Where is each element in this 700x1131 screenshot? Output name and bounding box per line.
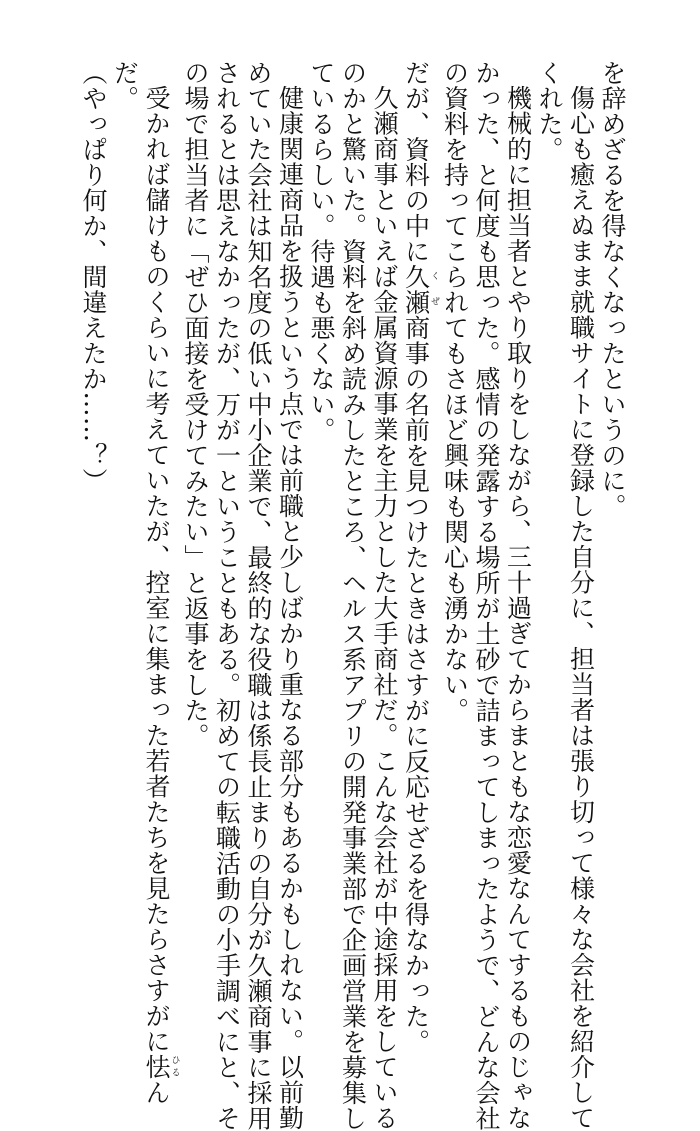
- ruby-base: 怯: [142, 1054, 171, 1080]
- ruby-kuze: [401, 264, 439, 315]
- text-line-with-ruby: [141, 60, 180, 1105]
- text-line: 健康関連商品を扱うという点では前職と少しばかり重なる部分もあるかもしれない。以前勤: [275, 85, 305, 1131]
- text-line: の資料を持ってこられてもさほど興味も関心も湧かない。: [440, 60, 470, 723]
- text-fragment: ん: [142, 1079, 171, 1105]
- text-line: ているらしい。待遇も悪くない。: [307, 60, 336, 443]
- ruby-reading: くぜ: [429, 264, 439, 315]
- text-line: だ。: [110, 60, 140, 111]
- text-line: を辞めざるを得なくなったというのに。: [598, 60, 627, 519]
- text-line: かった、と何度も思った。感情の発露する場所が土砂で詰まってしまったようで、どんな会社: [472, 60, 501, 1131]
- text-line: 機械的に担当者とやり取りをしながら、三十過ぎてからまともな恋愛なんてするものじゃな: [503, 85, 533, 1131]
- text-line: くれた。: [535, 60, 564, 162]
- text-line: めていた会社は知名度の低い中小企業で、最終的な役職は係長止まりの自分が久瀬商事に採用: [244, 60, 273, 1131]
- ruby-base: 久瀬: [401, 264, 431, 315]
- text-line: されるとは思えなかったが、万が一ということもある。初めての転職活動の小手調べにと、そ: [212, 60, 242, 1131]
- text-line-with-ruby: [400, 60, 439, 1055]
- text-line: 久瀬商事といえば金属資源事業を主力とした大手商社だ。こんな会社が中途採用をしている: [370, 85, 399, 1131]
- text-line: （やっぱり何か、間違えたか……？）: [79, 60, 108, 494]
- ruby-reading: ひる: [169, 1054, 180, 1080]
- ruby-hirumu: [142, 1054, 180, 1080]
- text-line: のかと驚いた。資料を斜め読みしたところ、ヘルス系アプリの開発事業部で企画営業を募集し: [338, 60, 368, 1131]
- text-line: の場で担当者に「ぜひ面接を受けてみたい」と返事をした。: [181, 60, 210, 749]
- novel-page: [78, 60, 629, 1131]
- text-fragment: 受かれば儲けものくらいに考えていたが、控室に集まった若者たちを見たらさすがに: [142, 85, 171, 1054]
- text-line: 傷心も癒えぬまま就職サイトに登録した自分に、担当者は張り切って様々な会社を紹介して: [566, 85, 596, 1131]
- text-fragment: 商事の名前を見つけたときはさすがに反応せざるを得なかった。: [401, 315, 431, 1055]
- text-fragment: だが、資料の中に: [401, 60, 431, 264]
